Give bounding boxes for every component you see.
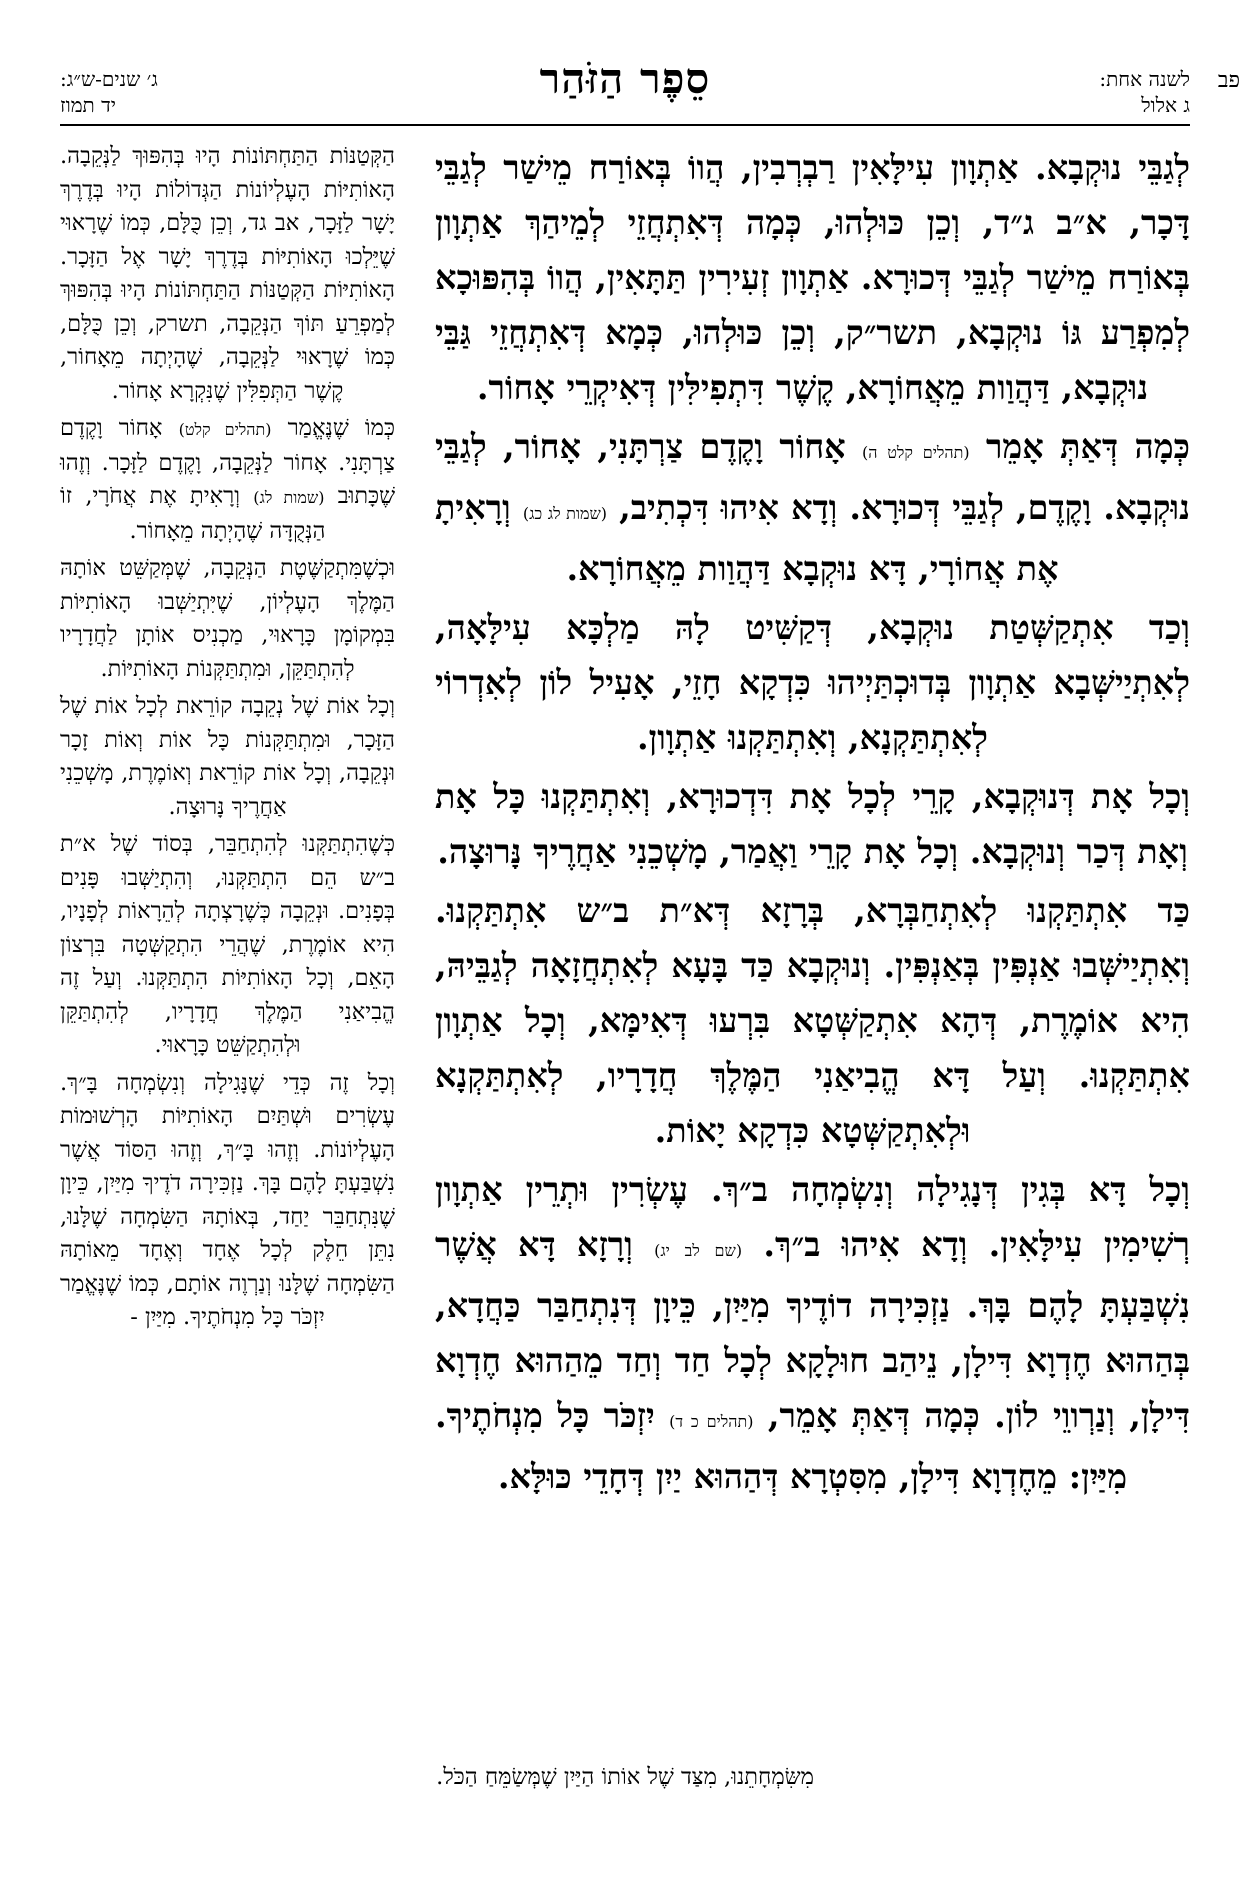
main-p2-citation: (תהלים קלט ה) [862, 443, 970, 462]
document-page [60, 48, 1240, 1838]
side-paragraph-4: וְכָל אוֹת שֶׁל נְקֵבָה קוֹרֵאת לְכָל אוֹת שֶׁל הַזָּכָר, וּמִתְתַּקְּנוֹת כָּל אוֹת וְאוֹת זָכָר וּנְקֵבָה, וְכָל אוֹת קוֹרֵאת וְאוֹמֶרֶת, מָשְׁכֵנִי אַחֲרֶיךָ נָּרוּצָה. [60, 693, 395, 820]
header-right-line2: ג אלול [1141, 93, 1190, 117]
side-paragraph-2 [60, 412, 395, 548]
header-rule [60, 124, 1190, 126]
header-left [60, 66, 320, 118]
main-p6-citation-2: (תהלים כ ד) [669, 1412, 754, 1431]
side-paragraph-5: כְּשֶׁהִתְתַּקְּנוּ לְהִתְחַבֵּר, בְּסוֹד שֶׁל א״ת ב״ש הֵם הִתְתַּקְּנוּ, וְהִתְיַשְּׁבוּ פָּנִים בְּפָנִים. וּנְקֵבָה כְּשֶׁרָצְתָה לְהֵרָאוֹת לְפָנָיו, הִיא אוֹמֶרֶת, שֶׁהֲרֵי הִתְקַשְּׁטָה בִּרְצוֹן הָאֵם, וְכָל הָאוֹתִיּוֹת הִתְתַּקְּנוּ. וְעַל זֶה הֱבִיאַנִי הַמֶּלֶךְ חֲדָרָיו, לְהִתְתַּקֵּן וּלְהִתְקַשֵּׁט כָּרָאוּי. [60, 831, 395, 1058]
side-p2-text-b: אָחוֹר וָקֶדֶם צַרְתָּנִי. אָחוֹר לַנְּקֵבָה, וָקֶדֶם לַזָּכָר. וְזֶהוּ שֶׁכָּתוּב [60, 415, 395, 509]
main-paragraph-2 [435, 419, 1190, 596]
main-paragraph-5: כַּד אִתְתַּקְנוּ לְאִתְחַבְּרָא, בְּרָזָא דְּא״ת ב״ש אִתְתַּקְנוּ. וְאִתְיַישְּׁבוּ אַנְפִּין בְּאַנְפִּין. וְנוּקְבָא כַּד בָּעָא לְאִתְחֲזָאָה לְגַבֵּיהּ, הִיא אוֹמֶרֶת, דְּהָא אִתְקַשְּׁטָא בִּרְעוּ דְּאִימָּא, וְכָל אַתְוָון אִתְתַּקְנוּ. וְעַל דָּא הֱבִיאַנִי הַמֶּלֶךְ חֲדָרָיו, לְאִתְתַּקְנָא וּלְאִתְקַשְּׁטָא כִּדְקָא יָאוֹת. [435, 891, 1190, 1150]
header-right-line1: לשנה אחת: [1099, 67, 1190, 91]
bottom-line: מִשִּׂמְחָתֵנוּ, מִצַּד שֶׁל אוֹתוֹ הַיַּיִן שֶׁמְּשַׂמֵּחַ הַכֹּל. [436, 1764, 814, 1790]
page-number: פב [1217, 68, 1240, 93]
main-paragraph-4: וְכָל אָת דְּנוּקְבָא, קָרֵי לְכָל אָת דִּדְכוּרָא, וְאִתְתַּקְנוּ כָּל אָת וְאָת דְּכַר וְנוּקְבָא. וְכָל אָת קָרֵי וַאֲמַר, מָשְׁכֵנִי אַחֲרֶיךָ נָּרוּצָה. [435, 777, 1190, 871]
main-p2-text-b: אָחוֹר וָקֶדֶם צַרְתָּנִי, אָחוֹר, לְגַבֵּי נוּקְבָא. וָקֶדֶם, לְגַבֵּי דְּכוּרָא. וְדָא אִיהוּ דִּכְתִיב, [435, 427, 1191, 527]
side-paragraph-3: וּכְשֶׁמִּתְקַשֶּׁטֶת הַנְּקֵבָה, שֶׁמְּקַשֵּׁט אוֹתָהּ הַמֶּלֶךְ הָעֶלְיוֹן, שֶׁיִּתְיַשְּׁבוּ הָאוֹתִיּוֹת בִּמְקוֹמָן כָּרָאוּי, מַכְנִיס אוֹתָן לַחֲדָרָיו לְהִתְתַּקֵּן, וּמִתְתַּקְּנוֹת הָאוֹתִיּוֹת. [60, 555, 395, 682]
main-p2-text-a: כְּמָה דְּאַתְּ אָמֵר [985, 427, 1190, 466]
page-header [60, 48, 1240, 120]
main-paragraph-3: וְכַד אִתְקַשְּׁטַת נוּקְבָא, דְּקַשִּׁיט לָהּ מַלְכָּא עִילָּאָה, לְאִתְיַישְּׁבָא אַתְוָון בְּדוּכְתַּיְיהוּ כִּדְקָא חָזֵי, אָעִיל לוֹן לְאִדְרוֹי לְאִתְתַּקְנָא, וְאִתְתַּקְנוּ אַתְוָון. [435, 608, 1190, 757]
main-p2-citation-2: (שמות לג כג) [522, 504, 608, 523]
side-paragraph-6: וְכָל זֶה כְּדֵי שֶׁנָּגִילָה וְנִשְׂמְחָה בָּ״ךְ. עֶשְׂרִים וּשְׁתַּיִם הָאוֹתִיּוֹת הָרְשׁוּמוֹת הָעֶלְיוֹנוֹת. וְזֶהוּ בָּ״ךְ, וְזֶהוּ הַסּוֹד אֲשֶׁר נִשְׁבַּעְתָּ לָהֶם בָּךְ. נַזְכִּירָה דֹדֶיךָ מִיַּיִן, כֵּיוָן שֶׁנִּתְחַבֵּר יַחַד, בְּאוֹתָהּ הַשִּׂמְחָה שֶׁלָּנוּ, נִתֵּן חֵלֶק לְכָל אֶחָד וְאֶחָד מֵאוֹתָהּ הַשִּׂמְחָה שֶׁלָּנוּ וְנַרְוֶה אוֹתָם, כְּמוֹ שֶׁנֶּאֱמַר יִזְכֹּר כָּל מִנְחֹתֶיךָ. מִיַּיִן - [60, 1069, 395, 1330]
main-paragraph-1: לְגַבֵּי נוּקְבָא. אַתְוָון עִילָּאִין רַבְרְבִין, הֲווֹ בְּאוֹרַח מֵישַׁר לְגַבֵּי דָּכָר, א״ב ג״ד, וְכֵן כּוּלְהוּ, כְּמָה דְּאִתְחֲזֵי לְמֵיהַךְ אַתְוָון בְּאוֹרַח מֵישַׁר לְגַבֵּי דְּכוּרָא. אַתְוָון זְעִירִין תַּתָּאִין, הֲווֹ בְּהִפּוּכָא לְמִפְרַע גּוֹ נוּקְבָא, תשר״ק, וְכֵן כּוּלְהוּ, כְּמָא דְּאִתְחֲזֵי גַּבֵּי נוּקְבָא, דַּהֲוַות מֵאֲחוֹרָא, קֶשֶׁר דִּתְפִילִּין דְּאִיקְרֵי אָחוֹר. [435, 148, 1190, 407]
main-p6-citation: (שם לב יג) [654, 1241, 743, 1260]
main-p2-text-c: וְרָאִיתָ אֶת אֲחוֹרָי, דָּא נוּקְבָא דַּהֲוַות מֵאֲחוֹרָא. [435, 488, 1059, 588]
main-p6-text-b: וְרָזָא דָּא אֲשֶׁר נִשְׁבַּעְתָּ לָהֶם בָּךְ. נַזְכִּירָה דוֹדֶיךָ מִיַּיִן, כֵּיוָן דְּנִתְחַבַּר כַּחֲדָא, בְּהַהוּא חֶדְוָא דִּילָן, נֵיהַב חוּלָקָא לְכָל חַד וְחַד מֵהַהוּא חֶדְוָא דִּילָן, וְנַרְווֵי לוֹן. כְּמָה דְּאַתְּ אָמֵר, [435, 1225, 1191, 1435]
side-p2-text-a: כְּמוֹ שֶׁנֶּאֱמַר [287, 415, 395, 441]
page-title: סֵפֶר הַזֹּהַר [539, 54, 711, 103]
header-left-line2: יד תמוז [60, 93, 116, 117]
side-paragraph-1: הַקְּטַנּוֹת הַתַּחְתּוֹנוֹת הָיוּ בְּהִפּוּךְ לַנְּקֵבָה. הָאוֹתִיּוֹת הָעֶלְיוֹנוֹת הַגְּדוֹלוֹת הָיוּ בְּדֶרֶךְ יָשָׁר לַזָּכָר, אב גד, וְכֵן כֻּלָּם, כְּמוֹ שֶׁרָאוּי שֶׁיֵּלְכוּ הָאוֹתִיּוֹת בְּדֶרֶךְ יָשָׁר אֶל הַזָּכָר. הָאוֹתִיּוֹת הַקְּטַנּוֹת הַתַּחְתּוֹנוֹת הָיוּ בְּהִפּוּךְ לְמַפְרֵעַ תּוֹךְ הַנְּקֵבָה, תשרק, וְכֵן כֻּלָּם, כְּמוֹ שֶׁרָאוּי לַנְּקֵבָה, שֶׁהָיְתָה מֵאָחוֹר, קֶשֶׁר הַתְּפִלִּין שֶׁנִּקְרָא אָחוֹר. [60, 143, 395, 404]
side-p2-text-c: וְרָאִיתָ אֶת אֲחֹרָי, זוֹ הַנְּקֻדָּה שֶׁהָיְתָה מֵאָחוֹר. [60, 483, 326, 544]
translation-column [60, 140, 395, 1760]
main-p6-text-a: וְכָל דָּא בְּגִין דְּנָגִילָה וְנִשְׂמְחָה ב״ךְ. עֶשְׂרִין וּתְרֵין אַתְוָון רְשִׁימִין עִילָּאִין. וְדָא אִיהוּ ב״ךְ. [435, 1170, 1190, 1264]
side-p2-citation: (תהלים קלט) [178, 420, 272, 439]
main-paragraph-6 [435, 1162, 1190, 1504]
header-left-line1: ג׳ שנים-ש״ג: [60, 67, 158, 91]
side-p2-citation-2: (שמות לג) [253, 488, 325, 507]
main-p6-text-c: יִזְכֹּר כָּל מִנְחֹתֶיךָ. מִיַּיִן: מֵחֶדְוָא דִּילָן, מִסִּטְרָא דְּהַהוּא יַיִן דְּחָדֵי כּוּלָּא. [435, 1396, 1128, 1496]
main-column [435, 140, 1190, 1760]
